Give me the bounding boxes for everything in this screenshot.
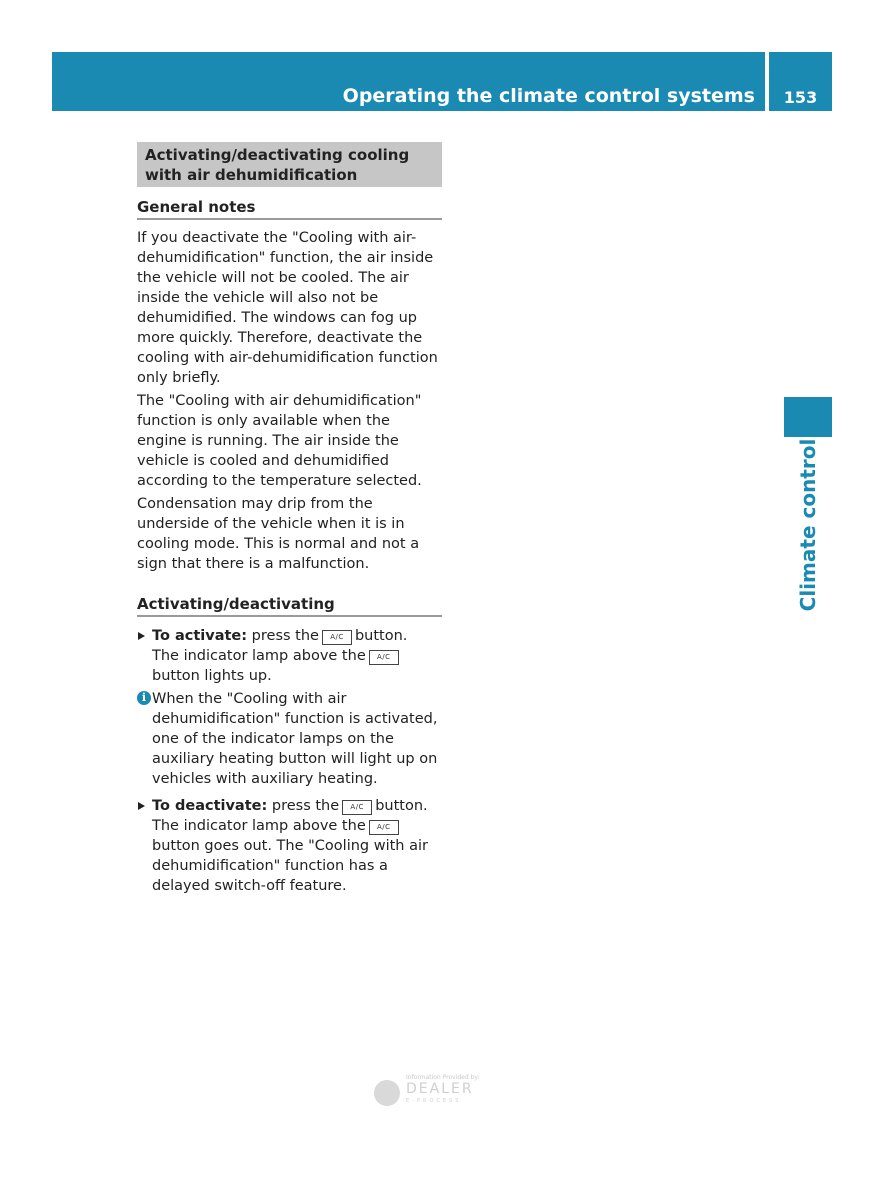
activate-text-after: button. — [354, 628, 408, 644]
activate-label: To activate: — [152, 628, 248, 644]
deactivate-result-after: button goes out. The "Cooling with air dehumidification" function has a delayed switch-off feature. — [152, 838, 428, 894]
side-tab-marker — [784, 397, 832, 437]
paragraph: The "Cooling with air dehumidification" function is only available when the engine is running. The air inside the vehicle is cooled and dehumidified according to the temperature selected. — [137, 393, 422, 489]
watermark-small-text: Information Provided by: — [406, 1074, 480, 1081]
activating-heading: Activating/deactivating — [137, 594, 442, 617]
info-note-text: When the "Cooling with air dehumidification" function is activated, one of the indicator lamps on the auxiliary heating button will light up on vehicles with auxiliary heating. — [152, 691, 438, 787]
main-content — [137, 142, 442, 899]
info-icon: i — [137, 691, 151, 705]
deactivate-result: The indicator lamp above the — [152, 818, 366, 834]
deactivate-text-after: button. — [375, 798, 428, 814]
activate-text: press the — [251, 628, 319, 644]
ac-key-icon: A/C — [369, 820, 399, 835]
header-bar — [52, 52, 765, 111]
activate-result-after: button lights up. — [152, 668, 272, 684]
general-notes-heading: General notes — [137, 197, 442, 220]
side-tab-label: Climate control — [796, 438, 820, 612]
arrow-right-icon — [138, 632, 145, 640]
ac-key-icon: A/C — [369, 650, 399, 665]
activate-result: The indicator lamp above the — [152, 648, 366, 664]
deactivate-label: To deactivate: — [152, 798, 268, 814]
header-title: Operating the climate control systems — [342, 85, 755, 107]
ac-key-icon: A/C — [342, 800, 372, 815]
paragraph: If you deactivate the "Cooling with air-dehumidification" function, the air inside the vehicle will not be cooled. The air inside the vehicle will also not be dehumidified. The windows can fog up more quickly. Therefore, deactivate the cooling with air-dehumidification function only briefly. — [137, 230, 438, 386]
paragraph: Condensation may drip from the underside of the vehicle when it is in cooling mode. This is normal and not a sign that there is a malfunction. — [137, 496, 420, 572]
activate-step — [137, 626, 442, 686]
deactivate-text: press the — [271, 798, 340, 814]
deactivate-step — [137, 796, 442, 896]
watermark-brand: DEALER — [406, 1081, 474, 1097]
arrow-right-icon — [138, 802, 145, 810]
watermark — [372, 1072, 507, 1112]
info-note — [137, 689, 442, 789]
watermark-sub: E-PROCESS — [406, 1098, 462, 1104]
page-number: 153 — [783, 88, 818, 107]
ac-key-icon: A/C — [322, 630, 352, 645]
watermark-logo-icon — [374, 1080, 400, 1106]
section-title: Activating/deactivating cooling with air dehumidification — [137, 142, 442, 187]
page-number-box — [769, 52, 832, 111]
